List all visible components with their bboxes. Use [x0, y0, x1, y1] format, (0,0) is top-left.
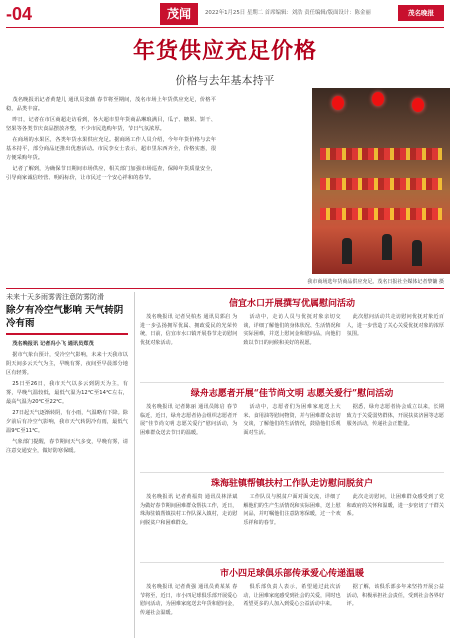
article-column — [140, 493, 237, 528]
article-column — [243, 403, 340, 438]
article-column — [347, 583, 444, 618]
goods-shelf — [320, 208, 442, 220]
newspaper-logo: 茂名晚报 — [398, 5, 444, 21]
article-paragraph: 茂名晚报讯 记者陈丽 通讯员陈启 春节临近，近日，绿舟志愿者协会组织志愿者开展“佳节尚文明 志愿关爱行”慰问活动，为困难群众送去节日的温暖。 — [140, 404, 238, 436]
article-column — [347, 493, 444, 528]
article-paragraph: 工作队员与脱贫户面对面交流，详细了解他们的生产生活情况和实际困难，送上慰问品，并叮嘱他们注意防寒保暖，过一个欢乐祥和的春节。 — [243, 494, 341, 526]
sidebar-byline: 茂名晚报讯 记者冯小飞 通讯员郑茂 — [12, 341, 94, 347]
article-title: 市小四足球俱乐部传承爱心传递温暖 — [219, 569, 364, 579]
photo-caption: 我市商场选年货商品供应充足。茂名日报社全媒体记者黎镛 摄 — [307, 279, 444, 285]
goods-shelf — [320, 148, 442, 160]
lead-paragraph: 昨日，记者在市区商超走访看到，各大超市里年货商品琳琅满目，瓜子、糖果、饼干、坚果等各类节庆食品摆放齐整，不少市民选购年货，节日气氛浓厚。 — [6, 117, 216, 132]
article-column — [140, 313, 237, 348]
article-rule — [140, 382, 444, 383]
article-paragraph: 此次慰问活动共走访慰问优抚对象近百人，进一步营造了关心关爱优抚对象的浓厚氛围。 — [346, 314, 444, 338]
shopper-figure — [412, 240, 422, 266]
article-title: 信宜水口开展撰写优属慰问活动 — [228, 299, 355, 309]
sidebar-paragraph: 气象部门提醒，春节期间天气多变，早晚有雾，请注意交通安全，做好防寒保暖。 — [6, 439, 128, 454]
weather-sidebar — [6, 292, 128, 638]
article-lvzhou — [140, 386, 444, 438]
main-subhead: 价格与去年基本持平 — [175, 74, 275, 87]
article-zhuhai — [140, 476, 444, 528]
article-paragraph: 据悉，绿舟志愿者协会成立以来，长期致力于关爱弱势群体，开展扶贫济困等志愿服务活动，传递社会正能量。 — [346, 404, 444, 428]
section-divider — [6, 288, 444, 289]
market-photo — [312, 88, 450, 274]
article-column — [140, 403, 237, 438]
article-paragraph: 此次走访慰问，让困难群众感受到了党和政府的关怀和温暖，进一步密切了干群关系。 — [346, 494, 444, 518]
shopper-figure — [342, 238, 352, 264]
lantern-icon — [372, 92, 384, 106]
article-rule — [140, 472, 444, 473]
header-rule — [6, 27, 444, 28]
page-number: -04 — [6, 4, 33, 24]
goods-shelf — [320, 178, 442, 190]
sidebar-paragraph: 27日起天气逐渐转阴，有小雨，气温略有下降。除夕前后有冷空气影响，我市天气转阴冷有雨，最低气温9℃至11℃。 — [6, 410, 128, 434]
article-paragraph: 茂名晚报讯 记者黄强 通讯员黄某某 春节将至，近日，市小四足球俱乐部开展爱心慰问活动，为困难家庭送去年货和慰问金，传递社会温暖。 — [140, 584, 238, 616]
main-headline: 年货供应充足价格 — [132, 38, 317, 64]
lead-paragraph: 记者了解到，为确保节日期间市场供应，相关部门加强市场巡查，保障年货质量安全，引导商家诚信经营、明码标价，让市民过一个安心祥和的春节。 — [6, 166, 216, 181]
sidebar-paragraph: 据市气象台预计，受冷空气影响，未来十天我市以阴天间多云天气为主，早晚有雾，夜间至早晨部分地区有轻雾。 — [6, 352, 128, 376]
sidebar-kicker: 未来十天多雨雾需注意防雾防滑 — [6, 293, 104, 301]
article-paragraph: 茂名晚报讯 记者吴柏杰 通讯员郭启 为进一步弘扬拥军优属、拥政爱民的光荣传统，日前，信宜市水口镇开展春节走访慰问优抚对象活动。 — [140, 314, 238, 346]
article-column — [243, 313, 340, 348]
article-paragraph: 茂名晚报讯 记者黄福贵 通讯员林泽斌 为做好春节期间困难群众帮扶工作，近日，珠海驻镇帮镇扶村工作队深入镇村，走访慰问脱贫户和困难群众。 — [140, 494, 238, 526]
sidebar-paragraph: 25日至26日，我市天气以多云到阴天为主，有雾，早晚气温较低，最低气温为12℃至14℃左右，最高气温为20℃至22℃。 — [6, 381, 128, 405]
section-label: 茂闻 — [160, 3, 198, 25]
article-xinyi — [140, 296, 444, 348]
lead-paragraph: 茂名晚报讯记者黄楚儿 通讯员张薇 春节将至期间，茂名市场上年货供应充足，价格平稳，品类丰富。 — [6, 97, 216, 112]
article-column — [243, 493, 340, 528]
article-paragraph: 活动中，走访人员与优抚对象亲切交谈，详细了解他们的身体状况、生活情况和实际困难，并送上慰问金和慰问品，向他们致以节日的问候和美好的祝愿。 — [243, 314, 341, 346]
article-column — [347, 313, 444, 348]
article-paragraph: 活动中，志愿者们为困难家庭送上大米、食用油等慰问物资，并与困难群众亲切交谈，了解他们的生活情况，鼓励他们乐观面对生活。 — [243, 404, 341, 436]
article-rule — [140, 562, 444, 563]
article-title: 珠海驻镇帮镇扶村工作队走访慰问脱贫户 — [210, 479, 373, 489]
article-paragraph: 俱乐部负责人表示，希望通过此次活动，让困难家庭感受到社会的关爱，同时也希望更多的人加入到爱心公益活动中来。 — [243, 584, 341, 608]
masthead — [0, 0, 450, 30]
issue-meta: 2022年1月25日 星期二 首席编辑：刘浩 责任编辑/版面设计：陈金丽 — [205, 10, 371, 16]
sidebar-body — [6, 340, 128, 456]
article-column — [243, 583, 340, 618]
article-football — [140, 566, 444, 618]
article-column — [140, 583, 237, 618]
lantern-icon — [412, 98, 424, 112]
shopper-figure — [382, 234, 392, 260]
lead-article — [6, 96, 216, 185]
article-title: 绿舟志愿者开展“佳节尚文明 志愿关爱行”慰问活动 — [190, 389, 394, 399]
article-column — [347, 403, 444, 438]
sidebar-title: 除夕有冷空气影响 天气转阴冷有雨 — [6, 305, 124, 329]
column-rule — [134, 292, 135, 638]
article-paragraph: 据了解，该俱乐部多年来坚持开展公益活动，积极承担社会责任，受到社会各界好评。 — [346, 584, 444, 608]
sidebar-rule — [6, 333, 128, 335]
lantern-icon — [332, 96, 344, 110]
lead-paragraph: 在商场的水果区，各类年货水果供应充足。据商场工作人员介绍，今年年货价格与去年基本持平，部分商品还推出优惠活动。市民李女士表示，超市里东西齐全，价格实惠，很方便采购年货。 — [6, 137, 216, 161]
